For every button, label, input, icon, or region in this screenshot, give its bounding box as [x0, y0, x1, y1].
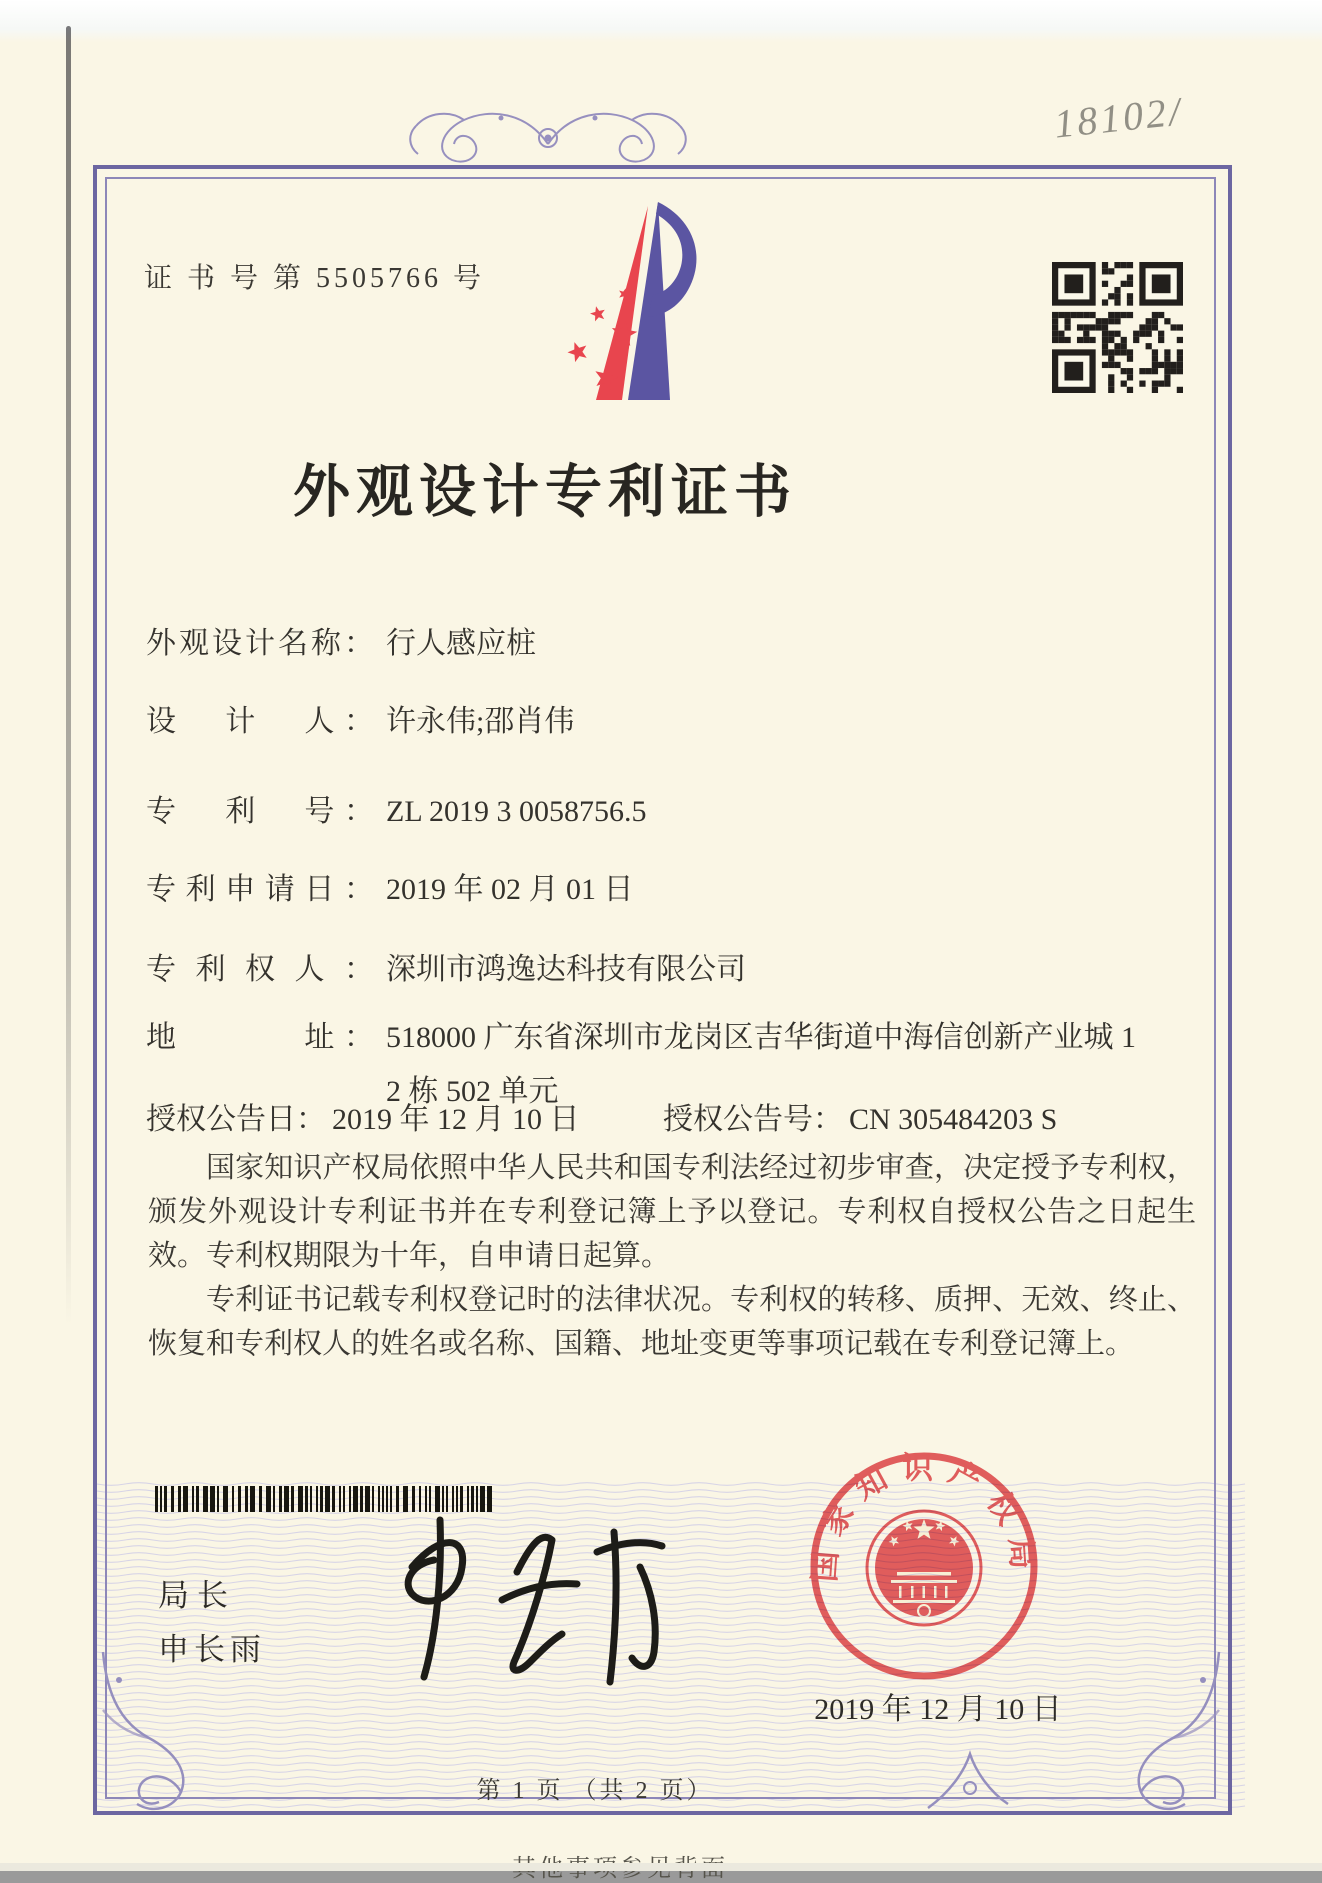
- field-value: 深圳市鸿逸达科技有限公司: [386, 953, 746, 986]
- field-row-patentee: [146, 944, 746, 988]
- field-value: 行人感应桩: [386, 627, 536, 660]
- field-label: 外观设计名称：: [146, 627, 374, 660]
- certificate-number: 证 书 号 第 5505766 号: [144, 263, 486, 294]
- scan-edge-top: [0, 0, 1322, 42]
- commissioner-title: 局长: [158, 1578, 236, 1613]
- top-ornament: [398, 104, 698, 176]
- seal-date: 2019 年 12 月 10 日: [814, 1693, 1062, 1726]
- legal-paragraph-2: 专利证书记载专利权登记时的法律状况。专利权的转移、质押、无效、终止、恢复和专利权人的姓名或名称、国籍、地址变更等事项记载在专利登记簿上。: [148, 1284, 1196, 1360]
- field-label: 设 计 人：: [146, 705, 374, 738]
- seal-ring-text: 国家知识产权局: [806, 1450, 1042, 1584]
- bottom-center-flourish: [920, 1748, 1012, 1812]
- legal-paragraph-1: 国家知识产权局依照中华人民共和国专利法经过初步审查，决定授予专利权，颁发外观设计专利证书并在专利登记簿上予以登记。专利权自授权公告之日起生效。专利权期限为十年，自申请日起算。: [148, 1152, 1196, 1272]
- grant-date-value: 2019 年 12 月 10 日: [332, 1103, 580, 1136]
- cnipa-logo: [560, 196, 710, 408]
- field-value: ZL 2019 3 0058756.5: [386, 795, 647, 828]
- commissioner-signature: [382, 1512, 672, 1707]
- scan-edge-shadow: [66, 26, 71, 1326]
- field-label: 专利权人：: [146, 953, 374, 986]
- corner-flourish-left: [97, 1650, 197, 1812]
- corner-flourish-right: [1125, 1650, 1225, 1812]
- official-seal: [787, 1446, 1061, 1686]
- field-label: 地 址：: [146, 1021, 374, 1054]
- field-row-designer: [146, 696, 574, 740]
- commissioner-name: 申长雨: [158, 1632, 266, 1667]
- grant-number-label: 授权公告号：: [663, 1103, 843, 1136]
- field-row-patent-number: [146, 786, 647, 830]
- field-row-design-name: [146, 618, 536, 662]
- certificate-title: 外观设计专利证书: [293, 461, 797, 524]
- grant-number-value: CN 305484203 S: [849, 1103, 1058, 1136]
- field-value: 2019 年 02 月 01 日: [386, 873, 634, 906]
- field-value-line2: 2 栋 502 单元: [386, 1075, 559, 1108]
- legal-text: [148, 1146, 1196, 1366]
- field-row-filing-date: [146, 864, 634, 908]
- page-indicator: 第 1 页 （共 2 页）: [476, 1778, 714, 1804]
- grant-date-label: 授权公告日：: [146, 1103, 326, 1136]
- field-label: 专利申请日：: [146, 873, 374, 906]
- field-value: 518000 广东省深圳市龙岗区吉华街道中海信创新产业城 1: [386, 1021, 1136, 1054]
- cutoff-text: [512, 1845, 752, 1860]
- grant-number-row: [663, 1094, 1057, 1138]
- qr-code: [1052, 262, 1183, 393]
- field-label: 专 利 号：: [146, 795, 374, 828]
- field-value: 许永伟;邵肖伟: [386, 705, 575, 738]
- handwritten-note: 18102/: [1052, 88, 1186, 147]
- scan-edge-bottom: [0, 1863, 1322, 1871]
- grant-date-row: [146, 1094, 580, 1138]
- barcode: [155, 1486, 498, 1512]
